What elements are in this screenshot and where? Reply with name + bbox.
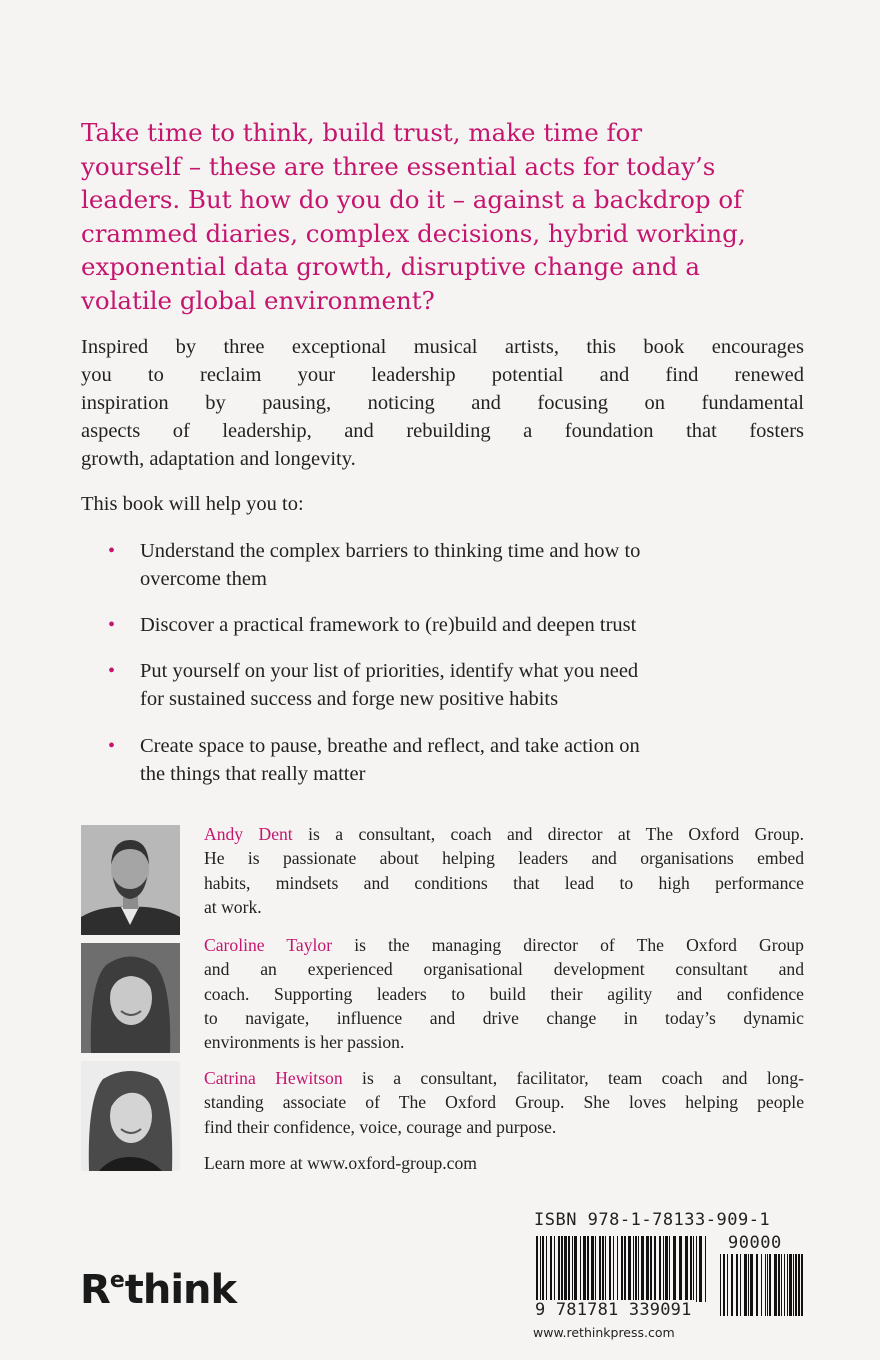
barcode-bar (583, 1236, 586, 1302)
author-bio-andy-dent: Andy Dent is a consultant, coach and director at The Oxford Group. He is passionate about helping leaders and organisations embed habits, mindsets and conditions that lead to high performance at work. (204, 824, 804, 917)
barcode-bar (599, 1236, 601, 1302)
barcode-bar (546, 1236, 547, 1302)
barcode-bar (696, 1236, 697, 1302)
barcode-bar (646, 1236, 649, 1302)
rethink-logo: $R^ethink$ (80, 1267, 237, 1313)
barcode-bar (789, 1254, 792, 1316)
intro-line: Inspired by three exceptional musical artists, this book encourages (81, 336, 804, 358)
barcode-bar (574, 1236, 577, 1302)
barcode-bar (613, 1236, 614, 1302)
barcode-bar (767, 1254, 768, 1316)
barcode-bar (635, 1236, 637, 1302)
intro-line: inspiration by pausing, noticing and focusing on fundamental (81, 392, 804, 414)
barcode-bar (591, 1236, 594, 1302)
barcode-bar (550, 1236, 552, 1302)
intro-line: aspects of leadership, and rebuilding a foundation that fosters (81, 420, 804, 442)
barcode-bar (699, 1236, 702, 1302)
barcode-bar (705, 1236, 706, 1302)
barcode-bar (693, 1236, 694, 1302)
barcode-bar (778, 1254, 780, 1316)
barcode-bar (540, 1236, 541, 1302)
list-item: • Understand the complex barriers to thinking time and how to overcome them (100, 537, 810, 593)
barcode-bar (621, 1236, 623, 1302)
barcode-bar (669, 1236, 670, 1302)
barcode-bar (654, 1236, 656, 1302)
bullet-icon: • (108, 614, 116, 636)
isbn-label: ISBN 978-1-78133-909-1 (534, 1210, 771, 1230)
headline-line: volatile global environment? (81, 285, 435, 315)
barcode-bar (673, 1236, 676, 1302)
barcode-bar (720, 1254, 721, 1316)
barcode-bar (761, 1254, 762, 1316)
barcode-bar (564, 1236, 567, 1302)
author-name: Caroline Taylor (204, 935, 333, 955)
barcode-bar (787, 1254, 788, 1316)
barcode-bar (628, 1236, 631, 1302)
headline-line: Take time to think, build trust, make time for (81, 118, 643, 147)
barcode-bar (595, 1236, 596, 1302)
barcode-bar (536, 1236, 538, 1302)
barcode-bar (781, 1254, 782, 1316)
list-item: • Create space to pause, breathe and reflect, and take action on the things that really matter (100, 732, 810, 788)
barcode-bar (685, 1236, 688, 1302)
barcode-bar (641, 1236, 644, 1302)
barcode-bar (679, 1236, 682, 1302)
author-name: Catrina Hewitson (204, 1068, 343, 1088)
barcode-bar (659, 1236, 661, 1302)
barcode-bar (690, 1236, 692, 1302)
headline-line: exponential data growth, disruptive change and a (81, 252, 700, 281)
learn-more-link[interactable]: Learn more at www.oxford-group.com (204, 1153, 477, 1173)
barcode-bar (650, 1236, 652, 1302)
headline-line: yourself – these are three essential acts for today’s (81, 151, 716, 181)
barcode-bar (727, 1254, 728, 1316)
barcode-bar (748, 1254, 749, 1316)
barcode-bar (617, 1236, 618, 1302)
bullet-icon: • (108, 735, 116, 757)
barcode-bar (609, 1236, 611, 1302)
barcode-bar (624, 1236, 626, 1302)
barcode-bar (793, 1254, 794, 1316)
intro-line: you to reclaim your leadership potential and find renewed (81, 364, 804, 386)
barcode-bar (663, 1236, 664, 1302)
barcode-bar (795, 1254, 797, 1316)
barcode-bar (736, 1254, 738, 1316)
author-bio-catrina-hewitson: Catrina Hewitson is a consultant, facilitator, team coach and long- standing associate of The Oxford Group. She loves helping people find their confidence, voice, courage and purpose. (204, 1068, 804, 1137)
barcode-number: 9 781781 339091 (535, 1300, 692, 1320)
barcode-bar (561, 1236, 563, 1302)
barcode-bar (542, 1236, 544, 1302)
author-photo-andy-dent (81, 825, 180, 935)
bullet-icon: • (108, 660, 116, 682)
helps-intro: This book will help you to: (81, 493, 304, 515)
barcode-bar (756, 1254, 758, 1316)
barcode-bar (587, 1236, 589, 1302)
list-item: • Discover a practical framework to (re)build and deepen trust (100, 611, 810, 639)
headline-line: crammed diaries, complex decisions, hybrid working, (81, 218, 746, 248)
barcode-bar (638, 1236, 639, 1302)
barcode-bar (572, 1236, 573, 1302)
headline (81, 116, 801, 317)
author-photo-catrina-hewitson (81, 1061, 180, 1171)
benefit-list (100, 537, 810, 788)
barcode-bar (784, 1254, 785, 1316)
price-code: 90000 (728, 1233, 782, 1253)
barcode-bar (602, 1236, 604, 1302)
barcode-bar (740, 1254, 741, 1316)
barcode-bar (765, 1254, 766, 1316)
barcode-bar (731, 1254, 733, 1316)
barcode-bar (580, 1236, 581, 1302)
barcode-bar (744, 1254, 747, 1316)
barcode-bar (774, 1254, 777, 1316)
barcode-bar (665, 1236, 668, 1302)
publisher-website[interactable]: www.rethinkpress.com (533, 1325, 675, 1340)
author-name: Andy Dent (204, 824, 293, 844)
barcode-bar (554, 1236, 555, 1302)
intro-paragraph (81, 333, 804, 473)
barcode-bar (723, 1254, 725, 1316)
barcode-bar (633, 1236, 634, 1302)
intro-line: growth, adaptation and longevity. (81, 448, 356, 470)
author-photo-caroline-taylor (81, 943, 180, 1053)
barcode-bar (801, 1254, 803, 1316)
barcode-bar (605, 1236, 606, 1302)
barcode-bar (558, 1236, 560, 1302)
barcode-bar (769, 1254, 771, 1316)
barcode-bar (750, 1254, 753, 1316)
headline-line: leaders. But how do you do it – against a backdrop of (81, 185, 743, 214)
barcode-bar (798, 1254, 800, 1316)
list-item: • Put yourself on your list of priorities, identify what you need for sustained success and forge new positive habits (100, 657, 810, 713)
author-bio-caroline-taylor: Caroline Taylor is the managing director of The Oxford Group and an experienced organisational development consultant and coach. Supporting leaders to build their agility and confidence to navigate, influence and drive change in today’s dynamic environments is her passion. (204, 935, 804, 1053)
barcode-bar (568, 1236, 570, 1302)
bullet-icon: • (108, 540, 116, 562)
